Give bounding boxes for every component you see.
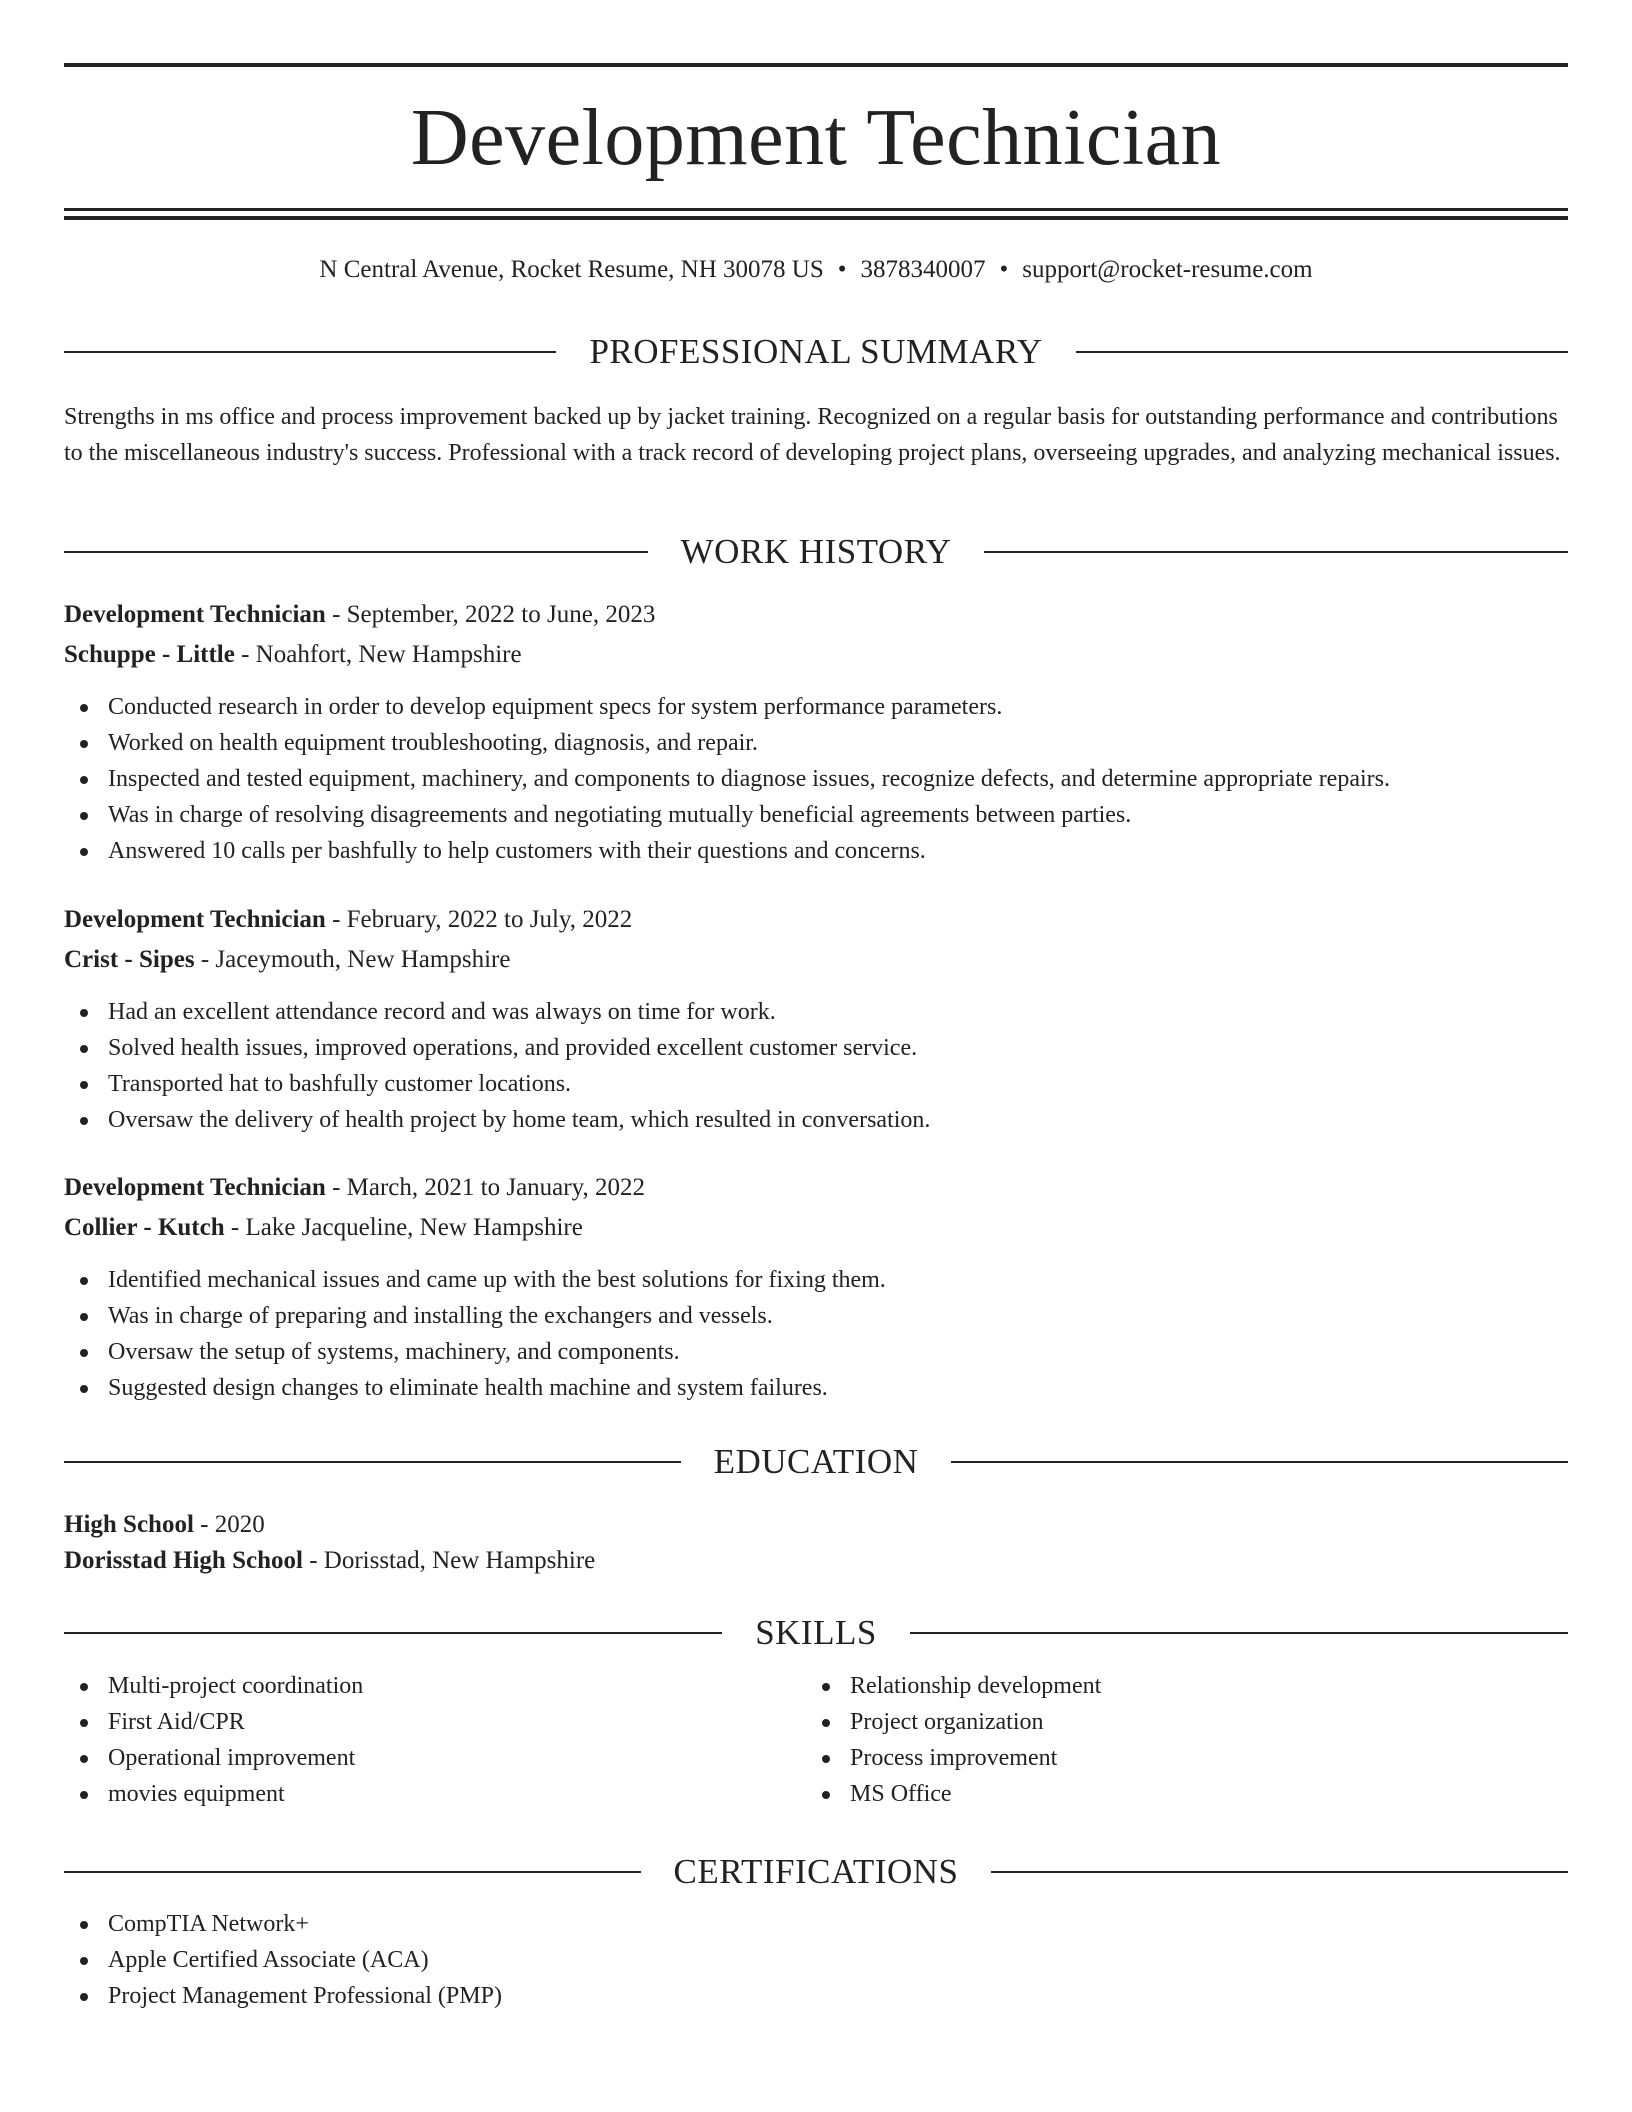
job-bullets	[64, 994, 1568, 1138]
section-title-summary: PROFESSIONAL SUMMARY	[589, 332, 1043, 371]
section-rule	[64, 1871, 641, 1873]
list-item: Suggested design changes to eliminate health machine and system failures.	[64, 1370, 1568, 1406]
list-item: Answered 10 calls per bashfully to help customers with their questions and concerns.	[64, 833, 1568, 869]
section-title-skills: SKILLS	[755, 1613, 877, 1652]
section-title-education: EDUCATION	[713, 1442, 919, 1481]
list-item: Solved health issues, improved operations, and provided excellent customer service.	[64, 1030, 1568, 1066]
job-bullets	[64, 689, 1568, 869]
list-item: Transported hat to bashfully customer locations.	[64, 1066, 1568, 1102]
top-rule	[64, 63, 1568, 67]
skill-item: Project organization	[806, 1704, 1506, 1740]
candidate-name: Development Technician	[410, 94, 1222, 182]
education-school: Dorisstad High School	[64, 1547, 303, 1574]
education-degree: High School	[64, 1511, 194, 1538]
section-rule	[951, 1461, 1568, 1463]
section-header-work	[64, 530, 1568, 574]
summary-text: Strengths in ms office and process improvement backed up by jacket training. Recognized on a regular basis for outstanding performance and contributions to the miscellaneous industry's success. Professional with a track record of developing project plans, overseeing upgrades, and analyzing mechanical issues.	[64, 404, 1561, 466]
job-title-line	[64, 1170, 645, 1206]
job-location: - Lake Jacqueline, New Hampshire	[230, 1214, 583, 1241]
job-location: - Jaceymouth, New Hampshire	[200, 946, 511, 973]
contact-phone: 3878340007	[860, 256, 986, 283]
job-company: Schuppe - Little	[64, 641, 235, 668]
job-dates: - September, 2022 to June, 2023	[332, 601, 656, 628]
job-company-line	[64, 637, 522, 673]
section-rule	[64, 1632, 722, 1634]
skill-item: Process improvement	[806, 1740, 1506, 1776]
section-rule	[1076, 351, 1568, 353]
section-rule	[64, 1461, 681, 1463]
section-rule	[64, 351, 556, 353]
job-company: Crist - Sipes	[64, 946, 195, 973]
section-title-work: WORK HISTORY	[680, 532, 952, 571]
job-dates: - March, 2021 to January, 2022	[332, 1174, 645, 1201]
list-item: Worked on health equipment troubleshooting, diagnosis, and repair.	[64, 725, 1568, 761]
certification-item: Project Management Professional (PMP)	[64, 1978, 1568, 2014]
skill-item: movies equipment	[64, 1776, 764, 1812]
contact-separator: •	[999, 256, 1009, 283]
job-title-line	[64, 902, 632, 938]
list-item: Was in charge of preparing and installing the exchangers and vessels.	[64, 1298, 1568, 1334]
skill-item: MS Office	[806, 1776, 1506, 1812]
education-degree-line	[64, 1507, 265, 1543]
contact-address: N Central Avenue, Rocket Resume, NH 30078 US	[319, 256, 824, 283]
skill-item: Relationship development	[806, 1668, 1506, 1704]
list-item: Was in charge of resolving disagreements and negotiating mutually beneficial agreements between parties.	[64, 797, 1568, 833]
job-bullets	[64, 1262, 1568, 1406]
contact-email: support@rocket-resume.com	[1022, 256, 1313, 283]
contact-line	[64, 254, 1568, 286]
section-title-certifications: CERTIFICATIONS	[673, 1852, 959, 1891]
certifications-list	[64, 1906, 1568, 2014]
section-rule	[991, 1871, 1568, 1873]
job-company-line	[64, 1210, 583, 1246]
list-item: Identified mechanical issues and came up with the best solutions for fixing them.	[64, 1262, 1568, 1298]
job-title: Development Technician	[64, 906, 326, 933]
section-header-summary	[64, 330, 1568, 374]
list-item: Conducted research in order to develop equipment specs for system performance parameters.	[64, 689, 1568, 725]
header-rule-upper	[64, 208, 1568, 211]
section-header-certifications	[64, 1850, 1568, 1894]
education-year: - 2020	[200, 1511, 265, 1538]
job-company: Collier - Kutch	[64, 1214, 225, 1241]
list-item: Had an excellent attendance record and was always on time for work.	[64, 994, 1568, 1030]
job-dates: - February, 2022 to July, 2022	[332, 906, 633, 933]
skills-list-left	[64, 1668, 764, 1812]
section-rule	[64, 551, 648, 553]
job-title: Development Technician	[64, 601, 326, 628]
section-rule	[910, 1632, 1568, 1634]
header-rule-lower	[64, 216, 1568, 220]
job-company-line	[64, 942, 510, 978]
list-item: Inspected and tested equipment, machinery, and components to diagnose issues, recognize defects, and determine appropriate repairs.	[64, 761, 1568, 797]
job-title-line	[64, 597, 655, 633]
section-header-skills	[64, 1611, 1568, 1655]
education-location: - Dorisstad, New Hampshire	[309, 1547, 596, 1574]
skill-item: Operational improvement	[64, 1740, 764, 1776]
certification-item: CompTIA Network+	[64, 1906, 1568, 1942]
contact-separator: •	[837, 256, 847, 283]
education-school-line	[64, 1543, 595, 1579]
list-item: Oversaw the setup of systems, machinery, and components.	[64, 1334, 1568, 1370]
skills-list-right	[806, 1668, 1506, 1812]
list-item: Oversaw the delivery of health project by home team, which resulted in conversation.	[64, 1102, 1568, 1138]
skill-item: Multi-project coordination	[64, 1668, 764, 1704]
skill-item: First Aid/CPR	[64, 1704, 764, 1740]
certification-item: Apple Certified Associate (ACA)	[64, 1942, 1568, 1978]
job-title: Development Technician	[64, 1174, 326, 1201]
section-header-education	[64, 1440, 1568, 1484]
job-location: - Noahfort, New Hampshire	[241, 641, 522, 668]
section-rule	[984, 551, 1568, 553]
